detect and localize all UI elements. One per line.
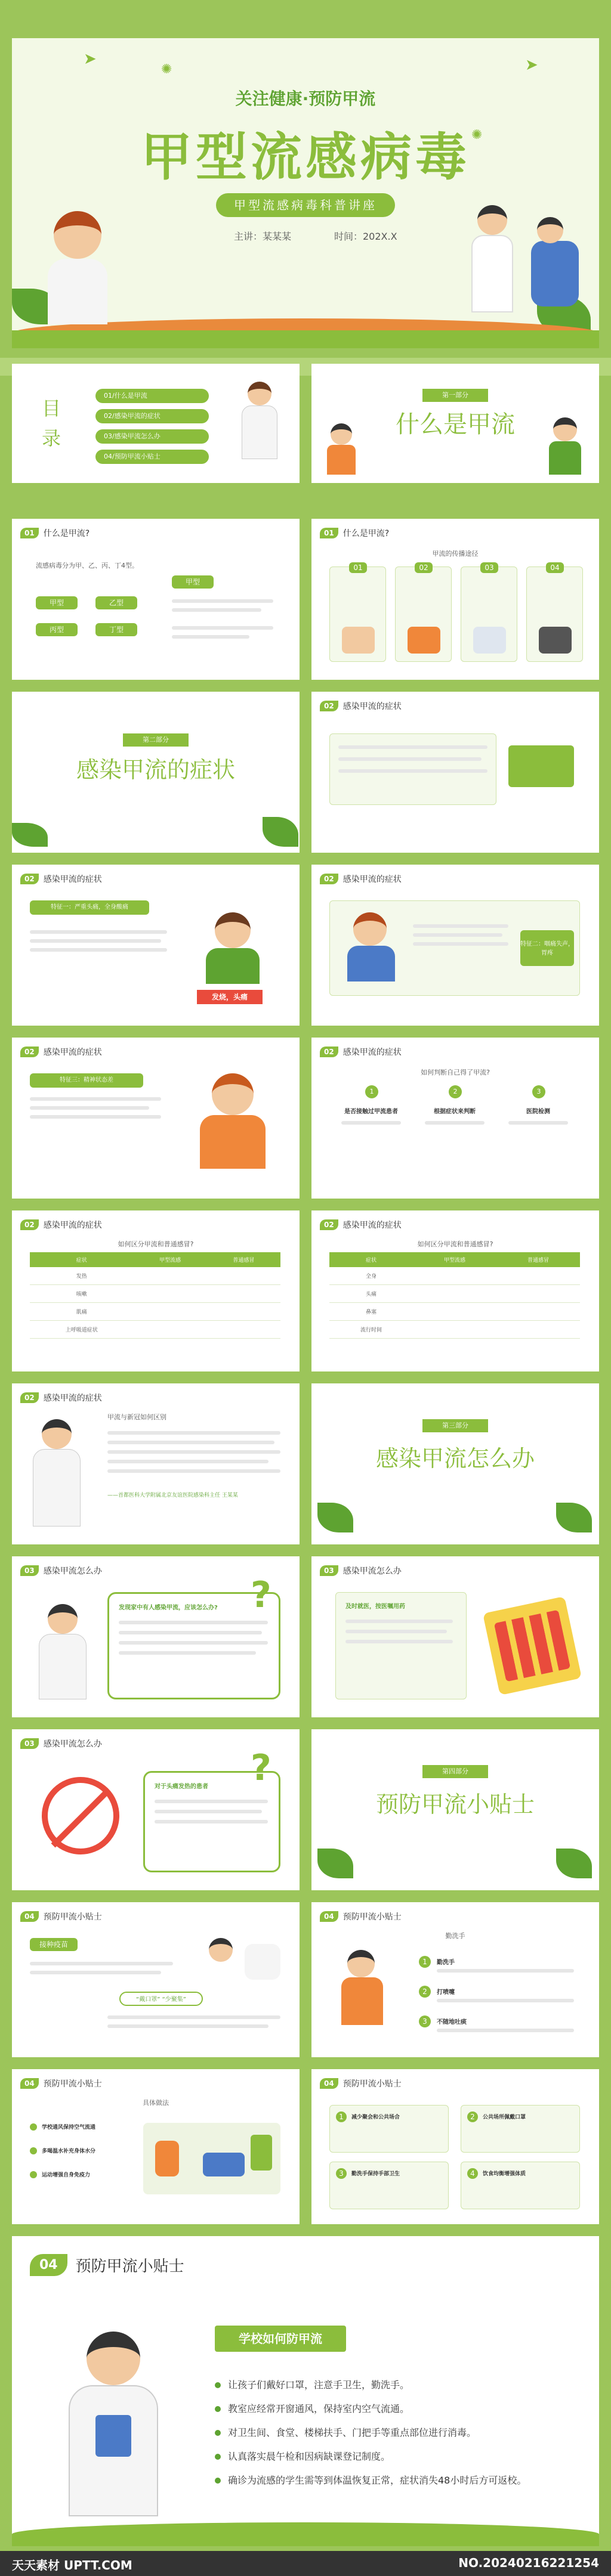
doctor-illustration [36, 1604, 90, 1705]
paper-plane-icon: ➤ [84, 50, 97, 68]
tip-item: 运动增强自身免疫力 [30, 2171, 90, 2178]
footer-id: NO.20240216221254 [458, 2556, 599, 2570]
text-line [338, 769, 487, 773]
toc-item[interactable]: 03/感染甲流怎么办 [95, 429, 209, 444]
section-title: 感染甲流的症状 [76, 757, 235, 783]
list-item: 对卫生间、食堂、楼梯扶手、门把手等重点部位进行消毒。 [215, 2421, 579, 2445]
step-label: 是否接触过甲流患者 [344, 1109, 398, 1115]
text-line [338, 757, 482, 761]
section-slide [311, 1729, 599, 1890]
paper-plane-icon: ➤ [525, 56, 538, 74]
text-line [30, 948, 167, 952]
content-slide [311, 1556, 599, 1717]
table-slide [12, 1210, 300, 1371]
text-line [30, 1097, 161, 1101]
content-slide [12, 519, 300, 680]
bubble-title: 对于头痛发热的患者 [155, 1784, 208, 1790]
handwashing-illustration [335, 1950, 389, 2039]
table-slide [311, 1210, 599, 1371]
list-item: 确诊为流感的学生需等到体温恢复正常，症状消失48小时后方可返校。 [215, 2469, 579, 2493]
symptom-tag: 发烧，头痛 [197, 990, 263, 1004]
text-line [172, 626, 273, 630]
sick-child-illustration [341, 912, 401, 984]
slide-header: 04 预防甲流小贴士 [320, 2077, 402, 2089]
list-item: 认真落实晨午检和因病缺课登记制度。 [215, 2445, 579, 2469]
comparison-table: 症状 甲型流感 普通感冒 发热 咳嗽 肌痛 上呼吸道症状 [30, 1252, 280, 1339]
route-card: 03 [461, 566, 517, 662]
content-slide [311, 1902, 599, 2057]
question: 甲流与新冠如何区别 [107, 1413, 166, 1421]
section-slide [12, 692, 300, 853]
content-slide [311, 519, 599, 680]
type-box: 乙型 [95, 596, 137, 609]
intro-text: 流感病毒分为甲、乙、丙、丁4型。 [36, 562, 138, 569]
grass-decoration [12, 2522, 599, 2546]
text-line [345, 1640, 453, 1643]
step-circle: 2 [449, 1085, 462, 1098]
section-title: 感染甲流怎么办 [375, 1445, 535, 1472]
text-line [172, 599, 273, 603]
tip-card: 2 公共场所佩戴口罩 [461, 2105, 580, 2153]
leaf-decoration [263, 817, 298, 847]
slide-caption: 具体做法 [143, 2099, 169, 2107]
no-medicine-sign [42, 1777, 119, 1854]
slide-header: 03 感染甲流怎么办 [320, 1565, 402, 1577]
section-slide [311, 1383, 599, 1544]
text-line [107, 1441, 274, 1444]
cover-slide [12, 38, 599, 348]
vaccine-tag: 接种疫苗 [30, 1938, 78, 1951]
type-box: 丁型 [95, 623, 137, 636]
cover-speaker: 主讲：某某某 [234, 231, 292, 242]
text-line [30, 1115, 161, 1119]
cover-time: 时间：202X.X [334, 231, 397, 242]
vaccination-illustration [209, 1932, 286, 1986]
toc-item[interactable]: 02/感染甲流的症状 [95, 409, 209, 423]
slide-header: 02 感染甲流的症状 [320, 1046, 402, 1058]
slide-caption: 勤洗手 [445, 1932, 465, 1940]
slide-header: 01 什么是甲流? [320, 527, 389, 539]
watermark-footer [0, 2551, 611, 2576]
feature-tag: 特征二：咽痛失声，胃疼 [520, 930, 574, 966]
table-row: 发热 [30, 1267, 280, 1285]
doctor-patient-illustration [465, 187, 585, 324]
slide-header: 03 感染甲流怎么办 [20, 1738, 102, 1750]
text-line [341, 1121, 401, 1125]
content-slide [12, 1556, 300, 1717]
text-line [172, 608, 261, 612]
sick-child-illustration [544, 417, 586, 477]
text-line [107, 2024, 269, 2028]
card-title: 及时就医，按医嘱用药 [345, 1603, 405, 1610]
tip-card: 1 减少聚会和公共场合 [329, 2105, 449, 2153]
text-line [437, 1999, 574, 2002]
toc-item[interactable]: 01/什么是甲流 [95, 389, 209, 403]
table-row: 全身 [329, 1267, 580, 1285]
question: 如何区分甲流和普通感冒? [118, 1240, 194, 1248]
headache-child-illustration [197, 912, 269, 984]
text-line [155, 1800, 268, 1803]
text-line [30, 1962, 173, 1965]
step-circle: 3 [532, 1085, 545, 1098]
virus-icon: ✺ [471, 128, 483, 143]
cover-title: 甲型流感病毒 [141, 127, 470, 187]
slide-header: 02 感染甲流的症状 [20, 1219, 102, 1231]
grass-decoration [12, 330, 599, 348]
text-line [30, 939, 161, 943]
tip-number: 3 [419, 2015, 431, 2027]
doctor-illustration [30, 1419, 84, 1532]
text-line [30, 1971, 161, 1974]
text-line [107, 1469, 280, 1473]
text-line [413, 933, 502, 937]
content-slide [12, 1038, 300, 1199]
table-row: 流行时间 [329, 1321, 580, 1339]
bubble-tag: “戴口罩” “少聚集” [119, 1992, 203, 2006]
virus-icon: ✺ [161, 62, 172, 77]
quote-source: ——首都医科大学附属北京友谊医院感染科主任 王某某 [107, 1493, 238, 1498]
step-label: 根据症状来判断 [434, 1109, 476, 1115]
text-line [437, 1969, 574, 1973]
slide-header: 02 感染甲流的症状 [20, 1392, 102, 1404]
box-title: 学校如何防甲流 [215, 2326, 346, 2352]
tip-label: 打喷嚏 [437, 1989, 455, 1996]
bullet-list [215, 2373, 579, 2493]
text-line [30, 1106, 149, 1110]
ice-pack-girl-illustration [191, 1073, 274, 1175]
slide-header: 02 感染甲流的症状 [320, 873, 402, 885]
text-line [155, 1810, 262, 1813]
text-card [335, 1592, 467, 1699]
section-title: 预防甲流小贴士 [375, 1791, 535, 1818]
content-slide [12, 865, 300, 1026]
leaf-decoration [317, 1849, 353, 1878]
tip-item: 多喝温水补充身体水分 [30, 2147, 95, 2154]
text-line [107, 1431, 280, 1435]
text-line [508, 1121, 568, 1125]
section-tag: 第一部分 [422, 389, 488, 402]
content-slide [311, 692, 599, 853]
list-item: 教室应经常开窗通风，保持室内空气流通。 [215, 2397, 579, 2421]
text-line [437, 2029, 574, 2032]
text-line [119, 1651, 256, 1655]
table-row: 头痛 [329, 1285, 580, 1303]
route-card: 02 [395, 566, 452, 662]
text-line [345, 1620, 453, 1623]
question: 如何区分甲流和普通感冒? [417, 1240, 493, 1248]
tip-card: 3 勤洗手保持手部卫生 [329, 2162, 449, 2209]
content-slide [311, 2069, 599, 2224]
slide-caption: 甲流的传播途径 [432, 550, 479, 558]
teacher-illustration [60, 2332, 167, 2534]
section-slide [311, 364, 599, 483]
cover-slogan: 关注健康·预防甲流 [235, 89, 376, 109]
section-tag: 第二部分 [123, 733, 189, 747]
toc-item[interactable]: 04/预防甲流小贴士 [95, 450, 209, 464]
text-line [413, 942, 508, 946]
sick-child-illustration [36, 211, 119, 330]
text-line [119, 1621, 268, 1624]
step-label: 医院检测 [526, 1109, 550, 1115]
bubble-title: 发现家中有人感染甲流，应该怎么办? [119, 1605, 218, 1611]
step-circle: 1 [365, 1085, 378, 1098]
slide-header: 04 预防甲流小贴士 [20, 1911, 102, 1922]
table-row: 咳嗽 [30, 1285, 280, 1303]
pills-illustration [483, 1596, 582, 1695]
text-line [413, 924, 508, 928]
text-line [119, 1631, 262, 1634]
slide-header: 01 什么是甲流? [20, 527, 90, 539]
table-row: 上呼吸道症状 [30, 1321, 280, 1339]
type-box: 丙型 [36, 623, 78, 636]
text-line [107, 1460, 269, 1463]
comparison-table: 症状 甲型流感 普通感冒 全身 头痛 鼻塞 流行时间 [329, 1252, 580, 1339]
toc-heading: 目 录 [42, 397, 61, 450]
slide-header: 02 感染甲流的症状 [320, 700, 402, 712]
content-slide [311, 865, 599, 1026]
slide-header: 04 预防甲流小贴士 [20, 2077, 102, 2089]
type-box: 甲型 [172, 575, 214, 589]
question-mark-icon: ? [251, 1574, 271, 1616]
text-line [345, 1630, 447, 1633]
leaf-decoration [556, 1849, 592, 1878]
leaf-decoration [556, 1503, 592, 1532]
tip-number: 1 [419, 1956, 431, 1968]
content-slide [311, 1038, 599, 1199]
highlight-box [508, 745, 574, 787]
slide-header: 03 感染甲流怎么办 [20, 1565, 102, 1577]
route-card: 01 [329, 566, 386, 662]
toc-slide [12, 364, 300, 483]
text-line [30, 930, 167, 934]
text-line [107, 2015, 280, 2019]
feature-title: 特征三：精神状态差 [30, 1073, 143, 1088]
content-slide [12, 2069, 300, 2224]
content-slide [12, 1729, 300, 1890]
slide-header: 02 感染甲流的症状 [20, 873, 102, 885]
slide-header: 02 感染甲流的症状 [20, 1046, 102, 1058]
table-row: 鼻塞 [329, 1303, 580, 1321]
tip-label: 不随地吐痰 [437, 2019, 467, 2026]
text-line [119, 1641, 268, 1645]
child-illustration [323, 423, 359, 477]
detail-slide [12, 2236, 599, 2546]
leaf-decoration [12, 823, 48, 847]
tip-number: 2 [419, 1986, 431, 1998]
slide-header: 02 感染甲流的症状 [320, 1219, 402, 1231]
table-row: 肌痛 [30, 1303, 280, 1321]
feature-title: 特征一：严重头痛，全身酸痛 [30, 900, 149, 915]
classroom-illustration [143, 2123, 280, 2194]
text-line [338, 745, 487, 749]
content-slide [12, 1902, 300, 2057]
text-line [172, 635, 249, 639]
text-line [425, 1121, 485, 1125]
route-card: 04 [526, 566, 583, 662]
tip-label: 勤洗手 [437, 1959, 455, 1966]
question-mark-icon: ? [251, 1747, 271, 1789]
footer-site: 天天素材 UPTT.COM [12, 2558, 132, 2572]
tip-card: 4 饮食均衡增强体质 [461, 2162, 580, 2209]
slide-header: 04 预防甲流小贴士 [30, 2254, 184, 2276]
doctor-illustration [239, 382, 280, 477]
tip-item: 学校通风保持空气流通 [30, 2123, 95, 2131]
list-item: 让孩子们戴好口罩，注意手卫生，勤洗手。 [215, 2373, 579, 2397]
text-line [155, 1820, 268, 1823]
type-box: 甲型 [36, 596, 78, 609]
section-title: 什么是甲流 [396, 411, 515, 438]
section-tag: 第三部分 [422, 1419, 488, 1432]
leaf-decoration [317, 1503, 353, 1532]
section-tag: 第四部分 [422, 1765, 488, 1778]
question: 如何判断自己得了甲流? [421, 1069, 490, 1076]
content-slide [12, 1383, 300, 1544]
slide-header: 04 预防甲流小贴士 [320, 1911, 402, 1922]
cover-subtitle: 甲型流感病毒科普讲座 [216, 193, 395, 217]
text-line [107, 1450, 280, 1454]
